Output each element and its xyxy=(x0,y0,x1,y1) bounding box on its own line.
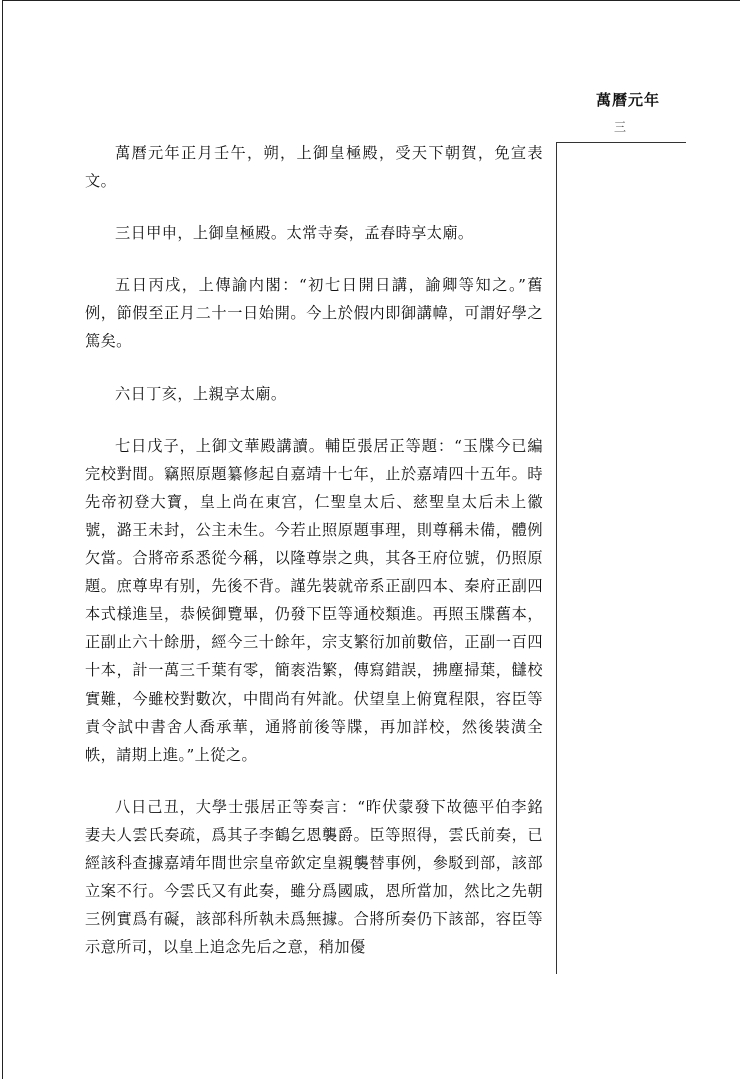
running-header-title: 萬曆元年 xyxy=(595,91,660,109)
page-border-left xyxy=(2,0,3,1079)
paragraph-2: 三日甲申，上御皇極殿。太常寺奏，孟春時享太廟。 xyxy=(115,224,474,243)
paragraph-3: 五日丙戌，上傳諭内閣：“初七日開日講，諭卿等知之。”舊例，節假至正月二十一日始開。今上於假内即御講幃，可謂好學之篤矣。 xyxy=(85,276,543,351)
paragraph-4: 六日丁亥，上親享太廟。 xyxy=(115,384,287,403)
paragraph-5: 七日戊子，上御文華殿講讀。輔臣張居正等題：“玉牒今已編完校對間。竊照原題纂修起自嘉靖十七年，止於嘉靖四十五年。時先帝初登大寶，皇上尚在東宫，仁聖皇太后、慈聖皇太后未上徽號，潞王未封，公主未生。今若止照原題事理，則尊稱未備，體例欠當。合將帝系悉從今稱，以隆尊崇之典，其各王府位號，仍照原題。庶尊卑有别，先後不背。謹先裝就帝系正副四本、秦府正副四本式様進呈，恭候御覽畢，仍發下臣等通校類進。再照玉牒舊本，正副止六十餘册，經今三十餘年，宗支繁衍加前數倍，正副一百四十本，計一萬三千葉有零，簡袠浩繁，傳寫錯誤，拂塵掃葉，讎校實難，今雖校對數次，中間尚有舛訛。伏望皇上俯寬程限，容臣等責令試中書舍人喬承華，通將前後等牒，再加詳校，然後裝潢全帙，請期上進。”上從之。 xyxy=(85,436,543,764)
body-text xyxy=(85,139,543,985)
page-border-top xyxy=(2,0,740,1)
margin-rule-vertical xyxy=(556,142,557,974)
paragraph-1: 萬曆元年正月壬午，朔，上御皇極殿，受天下朝賀，免宣表文。 xyxy=(85,144,543,191)
page-number: 三 xyxy=(613,120,626,134)
paragraph-6: 八日己丑，大學士張居正等奏言：“昨伏蒙發下故德平伯李銘妻夫人雲氏奏疏，爲其子李鶴乞恩襲爵。臣等照得，雲氏前奏，已經該科查據嘉靖年間世宗皇帝欽定皇親襲替事例，參駁到部，該部立案不行。今雲氏又有此奏，雖分爲國戚，恩所當加，然比之先朝三例實爲有礙，該部科所執未爲無據。合將所奏仍下該部，容臣等示意所司，以皇上追念先后之意，稍加優 xyxy=(85,797,543,957)
margin-rule-top xyxy=(556,142,686,143)
